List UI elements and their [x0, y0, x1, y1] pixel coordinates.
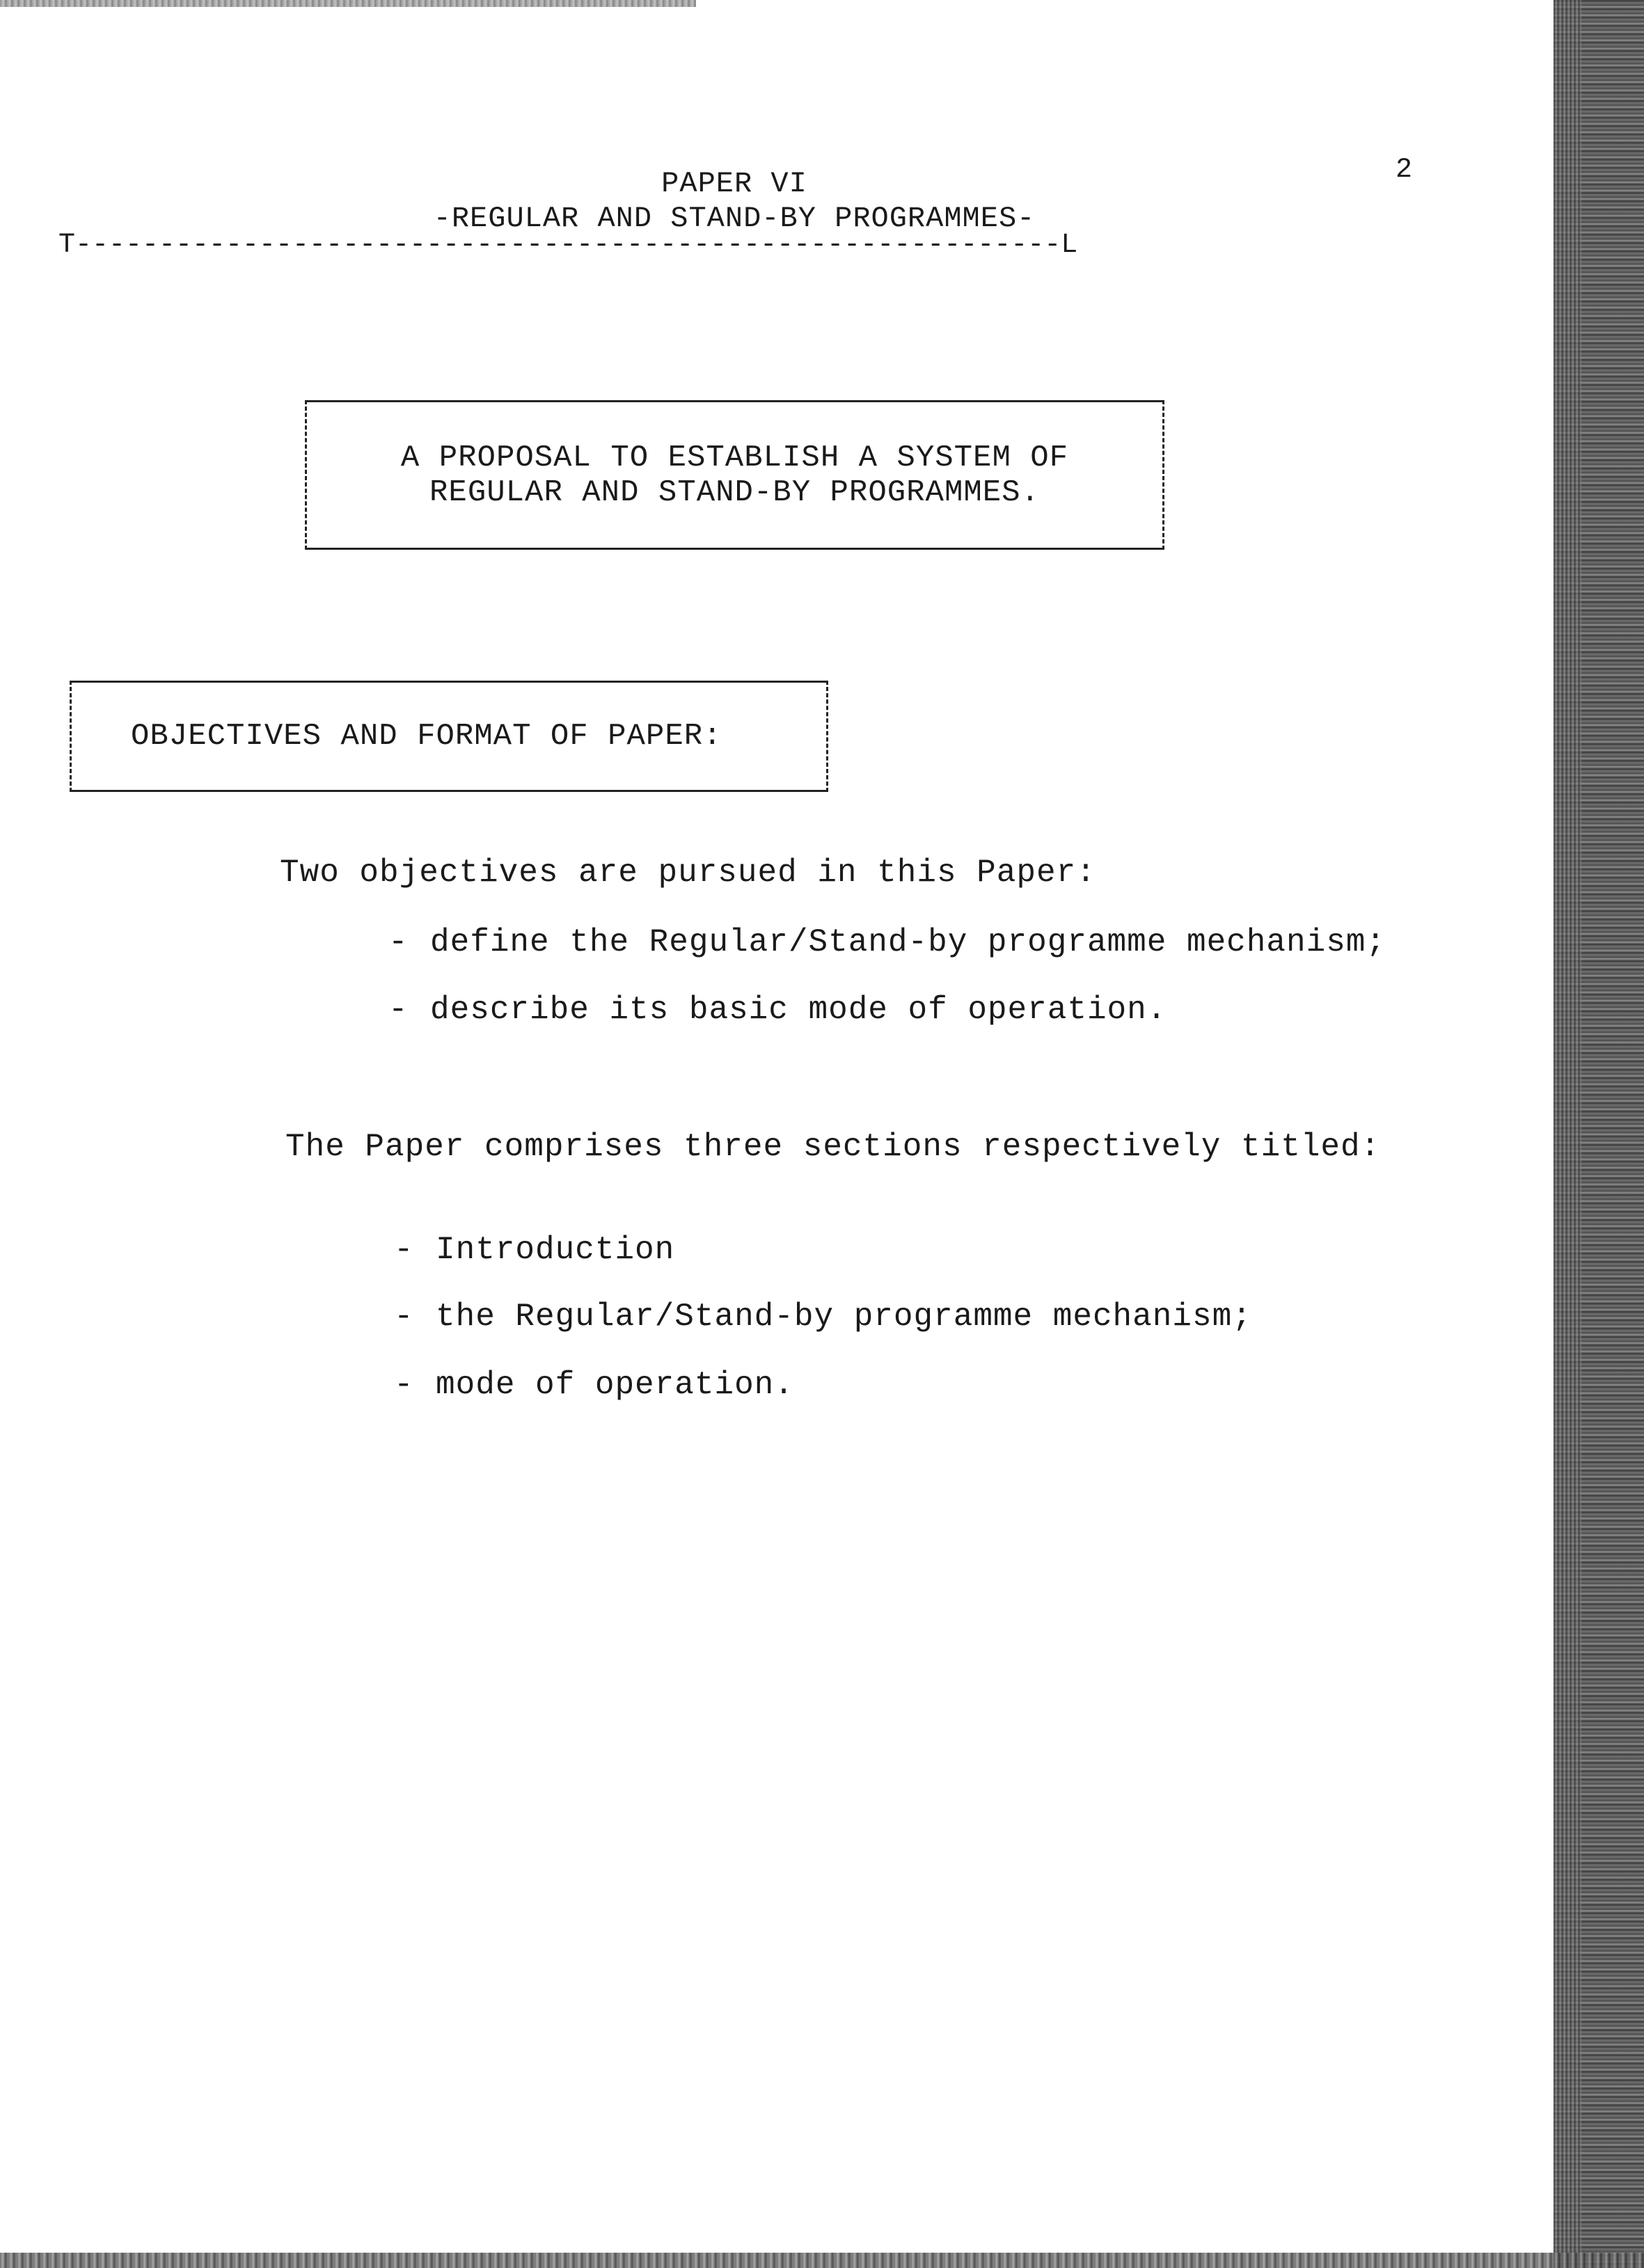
section-item-1 — [394, 1232, 674, 1268]
section-item-3 — [394, 1367, 794, 1403]
bullet-dash: - — [394, 1299, 414, 1335]
page-number: 2 — [1396, 154, 1413, 186]
bullet-dash: - — [388, 924, 409, 960]
scan-top-edge — [0, 0, 696, 7]
objectives-intro: Two objectives are pursued in this Paper: — [280, 855, 1096, 891]
sections-intro: The Paper comprises three sections respectively titled: — [285, 1129, 1381, 1165]
objectives-heading: OBJECTIVES AND FORMAT OF PAPER: — [131, 719, 722, 754]
bullet-dash: - — [388, 992, 409, 1028]
proposal-line-2: REGULAR AND STAND-BY PROGRAMMES. — [429, 475, 1040, 510]
paper-subtitle: -REGULAR AND STAND-BY PROGRAMMES- — [433, 202, 1036, 235]
section-item-text: Introduction — [436, 1232, 675, 1268]
objectives-heading-box — [70, 681, 828, 792]
objective-item-text: define the Regular/Stand-by programme mechanism; — [430, 924, 1386, 960]
scan-bottom-edge — [0, 2253, 1644, 2268]
objective-item-2 — [388, 992, 1167, 1028]
section-item-2 — [394, 1299, 1252, 1335]
section-item-text: the Regular/Stand-by programme mechanism; — [436, 1299, 1252, 1335]
proposal-box — [305, 400, 1164, 550]
objective-item-text: describe its basic mode of operation. — [430, 992, 1167, 1028]
bullet-dash: - — [394, 1367, 414, 1403]
section-item-text: mode of operation. — [436, 1367, 794, 1403]
header-rule: T-----------------------------------------------------------L — [58, 230, 1078, 261]
paper-title: PAPER VI — [661, 167, 807, 200]
scan-right-edge — [1554, 0, 1644, 2268]
bullet-dash: - — [394, 1232, 414, 1268]
proposal-line-1: A PROPOSAL TO ESTABLISH A SYSTEM OF — [400, 440, 1069, 475]
objective-item-1 — [388, 924, 1386, 960]
